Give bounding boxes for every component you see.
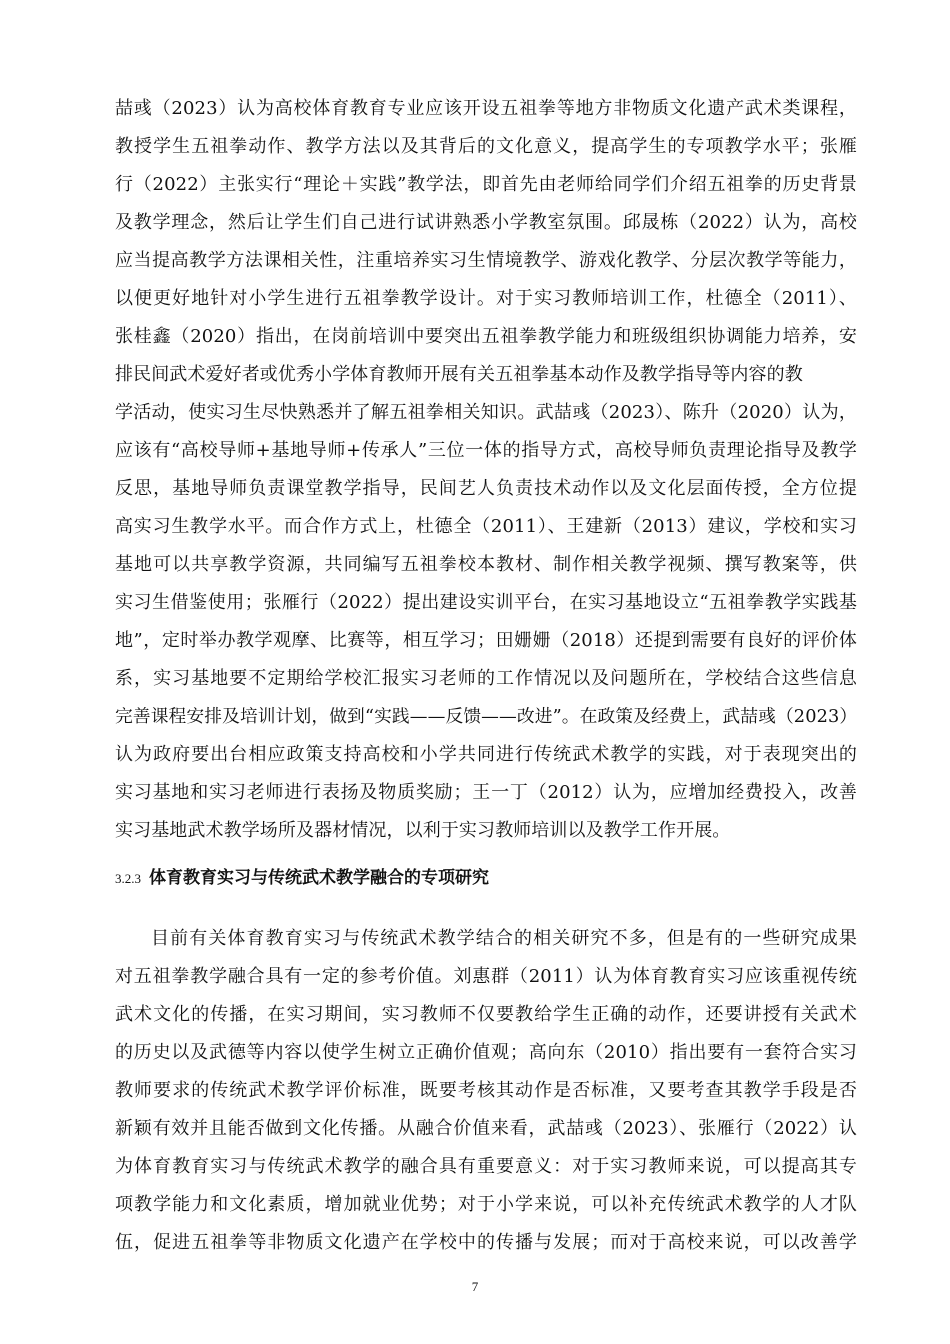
text-line: 张桂鑫（2020）指出，在岗前培训中要突出五祖拳教学能力和班级组织协调能力培养，安 <box>115 326 857 347</box>
text-line: 伍，促进五祖拳等非物质文化遗产在学校中的传播与发展；而对于高校来说，可以改善学 <box>115 1232 857 1253</box>
section-heading <box>115 860 489 896</box>
page-number: 7 <box>471 1279 479 1294</box>
text-line: 高实习生教学水平。而合作方式上，杜德全（2011）、王建新（2013）建议，学校和实习 <box>115 516 857 537</box>
text-line: 排民间武术爱好者或优秀小学体育教师开展有关五祖拳基本动作及教学指导等内容的教 <box>115 364 803 385</box>
text-line: 喆彧（2023）认为高校体育教育专业应该开设五祖拳等地方非物质文化遗产武术类课程， <box>115 98 857 119</box>
text-line: 及教学理念，然后让学生们自己进行试讲熟悉小学教室氛围。邱晟栋（2022）认为，高校 <box>115 212 857 233</box>
text-line: 实习生借鉴使用；张雁行（2022）提出建设实训平台，在实习基地设立“五祖拳教学实践基 <box>115 592 857 613</box>
text-line: 完善课程安排及培训计划，做到“实践——反馈——改进”。在政策及经费上，武喆彧（2023） <box>115 707 857 727</box>
text-line: 项教学能力和文化素质，增加就业优势；对于小学来说，可以补充传统武术教学的人才队 <box>115 1194 857 1215</box>
text-line: 实习基地武术教学场所及器材情况，以利于实习教师培训以及教学工作开展。 <box>115 820 731 841</box>
text-line: 反思，基地导师负责课堂教学指导，民间艺人负责技术动作以及文化层面传授，全方位提 <box>115 478 857 499</box>
text-line: 基地可以共享教学资源，共同编写五祖拳校本教材、制作相关教学视频、撰写教案等，供 <box>115 554 857 575</box>
section-title: 体育教育实习与传统武术教学融合的专项研究 <box>149 868 489 888</box>
text-line: 应该有“高校导师+基地导师+传承人”三位一体的指导方式，高校导师负责理论指导及教学 <box>115 440 857 461</box>
text-line: 教授学生五祖拳动作、教学方法以及其背后的文化意义，提高学生的专项教学水平；张雁 <box>115 136 857 157</box>
text-line: 实习基地和实习老师进行表扬及物质奖励；王一丁（2012）认为，应增加经费投入，改善 <box>115 782 857 803</box>
text-line: 对五祖拳教学融合具有一定的参考价值。刘惠群（2011）认为体育教育实习应该重视传统 <box>115 966 857 987</box>
text-line: 系，实习基地要不定期给学校汇报实习老师的工作情况以及问题所在，学校结合这些信息 <box>115 668 857 689</box>
text-line: 教师要求的传统武术教学评价标准，既要考核其动作是否标准，又要考查其教学手段是否 <box>115 1080 857 1101</box>
text-line: 武术文化的传播，在实习期间，实习教师不仅要教给学生正确的动作，还要讲授有关武术 <box>115 1004 857 1025</box>
text-line: 应当提高教学方法课相关性，注重培养实习生情境教学、游戏化教学、分层次教学等能力， <box>115 250 857 271</box>
text-line: 新颖有效并且能否做到文化传播。从融合价值来看，武喆彧（2023）、张雁行（2022）认 <box>115 1118 857 1139</box>
text-line: 目前有关体育教育实习与传统武术教学结合的相关研究不多，但是有的一些研究成果 <box>151 928 857 949</box>
text-line: 以便更好地针对小学生进行五祖拳教学设计。对于实习教师培训工作，杜德全（2011）、 <box>115 288 857 309</box>
text-line: 学活动，使实习生尽快熟悉并了解五祖拳相关知识。武喆彧（2023）、陈升（2020）认为， <box>115 402 857 423</box>
text-line: 地”，定时举办教学观摩、比赛等，相互学习；田姗姗（2018）还提到需要有良好的评价体 <box>115 630 857 651</box>
text-line: 的历史以及武德等内容以使学生树立正确价值观；高向东（2010）指出要有一套符合实习 <box>115 1042 857 1063</box>
text-line: 行（2022）主张实行“理论＋实践”教学法，即首先由老师给同学们介绍五祖拳的历史背景 <box>115 174 857 195</box>
section-number: 3.2.3 <box>115 871 141 886</box>
text-line: 认为政府要出台相应政策支持高校和小学共同进行传统武术教学的实践，对于表现突出的 <box>115 744 857 765</box>
text-line: 为体育教育实习与传统武术教学的融合具有重要意义：对于实习教师来说，可以提高其专 <box>115 1156 857 1177</box>
